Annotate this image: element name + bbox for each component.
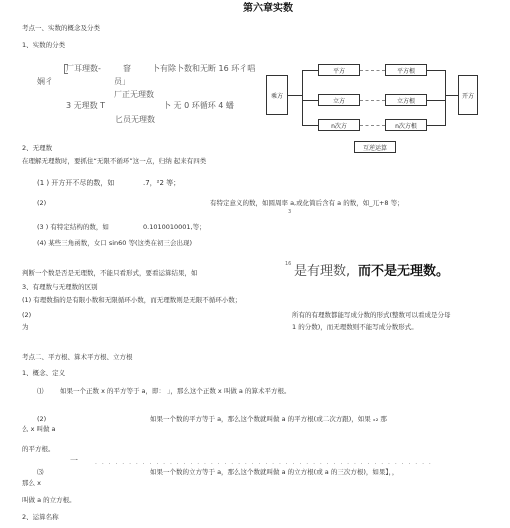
connector [302, 70, 318, 71]
irrational-intro: 在理解无理数时，要抓住“无限不循环”这一点，归纳 起来有四类 [22, 157, 207, 165]
connector [360, 125, 385, 126]
connector [427, 70, 445, 71]
connector [288, 95, 302, 96]
irrational-item-3: (3 ) 有特定结构的数，如 [37, 223, 109, 231]
connector [427, 100, 445, 101]
tree-text-c: 卜有除卜数和无断 16 环彳唱 [152, 64, 256, 73]
difference-2-cont: 1 的分数)，而无理数则不能写成分数形式。 [292, 323, 418, 331]
connector [445, 70, 446, 126]
dotted-divider: . . . . . . . . . . . . . . . . . . . . . . . . . . . . . . . . . . . . . . . . . . . . . . . . . . [95, 459, 433, 466]
definition-2: 如果一个数的平方等于 a，那么这个数就叫做 a 的平方根(或二次方跟)，如果 ₓ₂ 那 [150, 415, 387, 423]
definition-3-cont: 那么 x [22, 479, 41, 487]
irrational-item-2: 有特定意义的数，如圆周率 a,或化简后含有 a 的数，如_兀+8 等； [210, 199, 404, 207]
definition-1-num: ⑴ [37, 387, 44, 395]
judge-text: 判断一个数是否是无理数，不能只看形式，要看运算结果，如 [22, 269, 198, 277]
connector [302, 70, 303, 126]
definition-2-num: (2) [37, 415, 47, 423]
definition-3-num: ⑶ [37, 468, 44, 476]
judge-rational: 是有理数, [294, 264, 351, 279]
difference-1: (1) 有理数指的是有限小数和无限循环小数，而无理数则是无限不循环小数； [22, 296, 242, 304]
tree-text-d: 娴彳 [37, 77, 53, 86]
tree-text-f: 厂正无理数 [114, 90, 154, 99]
subheading-difference: 3、有理数与无理数的区别 [22, 283, 98, 291]
dash-mark: 一 [70, 456, 78, 465]
connector [302, 100, 318, 101]
connector [445, 95, 458, 96]
difference-2: 所有的有理数都能写成分数的形式(整数可以看成是分母 [292, 311, 451, 319]
difference-2-num: (2) [22, 311, 32, 319]
page-title: 第六章实数 [243, 3, 293, 14]
judge-not-irrational: 而不是无理数。 [358, 264, 450, 279]
definition-2-cont: 么 x 叫做 a [22, 425, 56, 433]
irrational-item-3-value: 0.1010010001,等； [143, 223, 206, 231]
definition-1: 如果一个正数 x 的平方等于 a，即： 」，那么这个正数 x 叫做 a 的算术平方根。 [60, 387, 291, 395]
difference-2-wei: 为 [22, 323, 29, 331]
connector [360, 100, 385, 101]
irrational-item-4: (4) 某些三角函数，女口 sin60 等(这类在初三会出现) [37, 239, 193, 247]
box-square-root: 平方根 [385, 64, 427, 76]
section-heading-2: 考点二、平方根、算术平方根、立方根 [22, 353, 133, 361]
box-power: 乘方 [266, 75, 288, 115]
subheading-definitions: 1、概念、定义 [22, 369, 66, 377]
section-heading-1: 考点一、实数的概念及分类 [22, 24, 100, 32]
definition-3-cont2: 叫做 a 的立方根。 [22, 496, 76, 504]
subheading-operations: 2、运算名称 [22, 513, 59, 521]
box-nth-root: n次方根 [385, 119, 427, 131]
irrational-item-1: (1 ) 开方开不尽的数，如 [37, 179, 115, 187]
box-root-extraction: 开方 [458, 75, 478, 115]
tree-text-e: 员」 [114, 77, 130, 86]
box-square: 平方 [318, 64, 360, 76]
box-inverse-ops: 互逆运算 [354, 141, 396, 153]
irrational-item-2-num: (2) [37, 199, 47, 207]
subheading-classification: 1、实数的分类 [22, 41, 66, 49]
irrational-item-1-value: .7，²2 等； [143, 179, 181, 187]
connector [427, 125, 445, 126]
definition-3: 如果一个数的立方等于 a，那么这个数就叫做 a 的立方根(或 a 的三次方根)，如果】，， [150, 468, 399, 476]
tree-text-i: 匕员无理数 [115, 115, 155, 124]
tree-text-b: 窨 [123, 64, 131, 73]
box-cube-root: 立方根 [385, 94, 427, 106]
tree-text-h: 卜 无 0 环循环 4 蟠 [163, 101, 234, 110]
connector [360, 70, 385, 71]
box-nth-power: n次方 [318, 119, 360, 131]
box-cube: 立方 [318, 94, 360, 106]
definition-2-cont2: 的平方根。 [22, 445, 55, 453]
connector [302, 125, 318, 126]
irrational-item-2-sub: 3 [288, 209, 292, 215]
tree-text-a: 厂耳理数- [66, 64, 101, 73]
subheading-irrational: 2、无理数 [22, 144, 53, 152]
judge-superscript: 16 [285, 261, 292, 267]
tree-text-g: 3 无理数 T [66, 101, 106, 110]
